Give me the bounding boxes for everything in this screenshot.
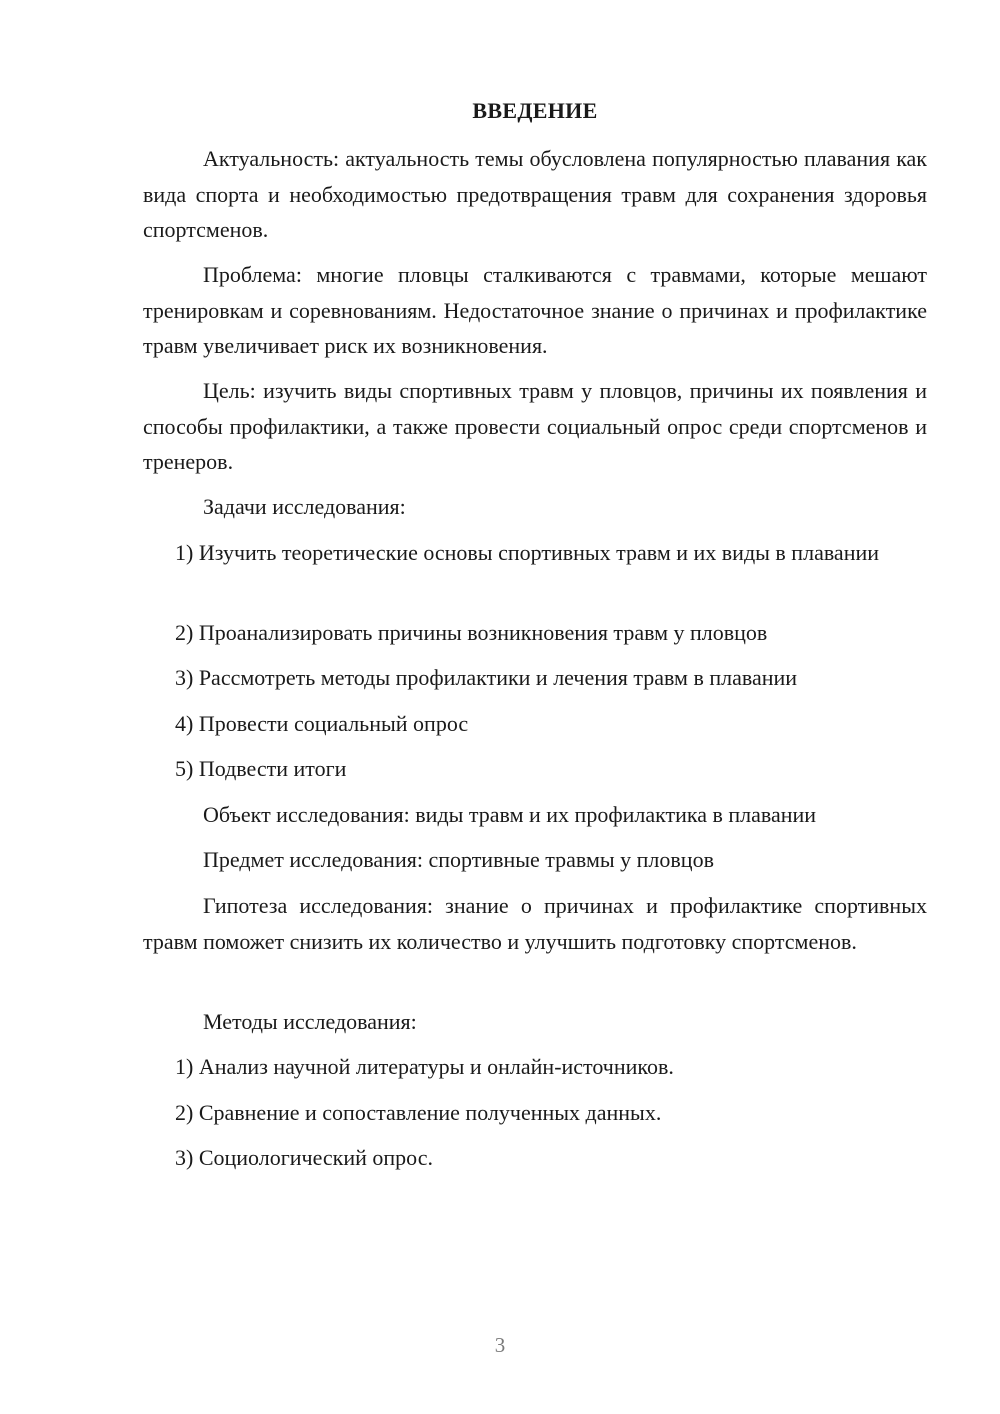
section-heading: ВВЕДЕНИЕ [472,98,598,123]
goal-paragraph: Цель: изучить виды спортивных травм у пловцов, причины их появления и способы профилактики, а также провести социальный опрос среди спортсменов и тренеров. [143,378,927,474]
task-item-5: 5) Подвести итоги [175,756,347,781]
page-number: 3 [494,1333,506,1357]
method-item-1: 1) Анализ научной литературы и онлайн-источников. [175,1054,674,1079]
task-item-2: 2) Проанализировать причины возникновения травм у пловцов [175,620,768,645]
methods-title: Методы исследования: [203,1009,417,1034]
task-item-4: 4) Провести социальный опрос [175,711,469,736]
hypothesis-paragraph: Гипотеза исследования: знание о причинах и профилактике спортивных травм поможет снизить их количество и улучшить подготовку спортсменов. [143,893,927,954]
relevance-paragraph: Актуальность: актуальность темы обусловлена популярностью плавания как вида спорта и необходимостью предотвращения травм для сохранения здоровья спортсменов. [143,146,927,242]
subject-line: Предмет исследования: спортивные травмы у пловцов [203,847,714,872]
object-line: Объект исследования: виды травм и их профилактика в плавании [203,802,817,827]
method-item-2: 2) Сравнение и сопоставление полученных данных. [175,1100,662,1125]
problem-paragraph: Проблема: многие пловцы сталкиваются с травмами, которые мешают тренировкам и соревнованиям. Недостаточное знание о причинах и профилактике травм увеличивает риск их возникновения. [143,262,927,358]
task-item-1: 1) Изучить теоретические основы спортивных травм и их виды в плавании [175,540,880,565]
task-item-3: 3) Рассмотреть методы профилактики и лечения травм в плавании [175,665,798,690]
tasks-title: Задачи исследования: [203,494,406,519]
method-item-3: 3) Социологический опрос. [175,1145,433,1170]
